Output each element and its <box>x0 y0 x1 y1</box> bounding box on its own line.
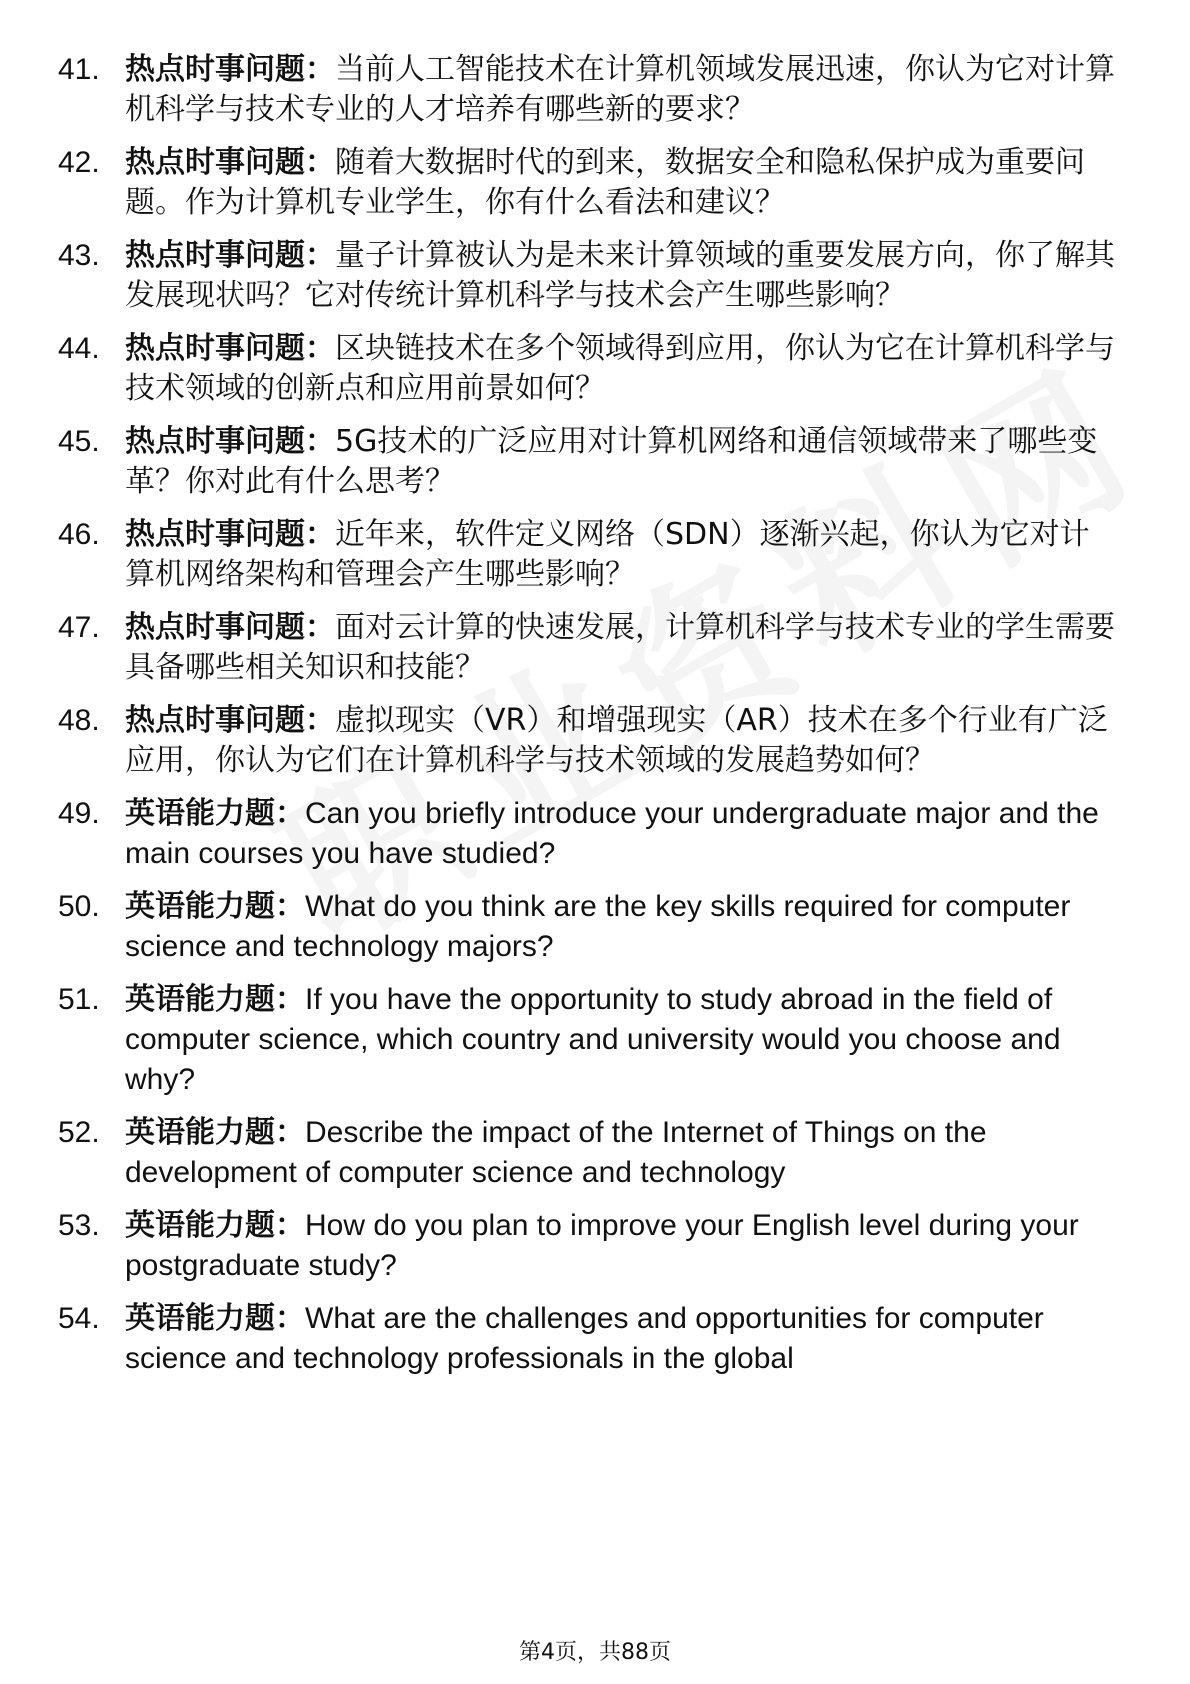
question-text: 虚拟现实（VR）和增强现实（AR）技术在多个行业有广泛应用，你认为它们在计算机科学与技术领域的发展趋势如何？ <box>125 703 1108 778</box>
question-text: 区块链技术在多个领域得到应用，你认为它在计算机科学与技术领域的创新点和应用前景如何？ <box>125 331 1115 406</box>
question-body <box>125 980 1118 1100</box>
question-category: 英语能力题： <box>125 1115 305 1150</box>
question-category: 热点时事问题： <box>125 331 335 366</box>
question-body <box>125 1113 1118 1193</box>
question-list <box>58 50 1118 1392</box>
question-number: 44. <box>58 332 100 365</box>
question-number: 50. <box>58 890 100 923</box>
question-item <box>58 794 1118 874</box>
question-text: 随着大数据时代的到来，数据安全和隐私保护成为重要问题。作为计算机专业学生，你有什么看法和建议？ <box>125 145 1085 220</box>
question-item <box>58 236 1118 316</box>
question-item <box>58 1113 1118 1193</box>
question-body <box>125 236 1118 316</box>
question-category: 英语能力题： <box>125 982 305 1017</box>
question-body <box>125 1206 1118 1286</box>
question-text: 近年来，软件定义网络（SDN）逐渐兴起，你认为它对计算机网络架构和管理会产生哪些影响？ <box>125 517 1090 592</box>
question-number: 42. <box>58 146 100 179</box>
question-body <box>125 515 1118 595</box>
question-number: 53. <box>58 1209 100 1242</box>
question-item <box>58 515 1118 595</box>
question-category: 热点时事问题： <box>125 424 335 459</box>
question-category: 热点时事问题： <box>125 52 335 87</box>
question-category: 英语能力题： <box>125 796 305 831</box>
question-category: 热点时事问题： <box>125 703 335 738</box>
question-category: 英语能力题： <box>125 1208 305 1243</box>
question-item <box>58 422 1118 502</box>
question-text: What are the challenges and opportunities for computer science and technology professionals in the global <box>125 1302 1044 1375</box>
question-number: 52. <box>58 1116 100 1149</box>
question-body <box>125 794 1118 874</box>
question-category: 热点时事问题： <box>125 517 335 552</box>
question-body <box>125 422 1118 502</box>
question-category: 热点时事问题： <box>125 238 335 273</box>
question-item <box>58 608 1118 688</box>
question-category: 英语能力题： <box>125 1301 305 1336</box>
question-text: 当前人工智能技术在计算机领域发展迅速，你认为它对计算机科学与技术专业的人才培养有哪些新的要求？ <box>125 52 1115 127</box>
question-item <box>58 887 1118 967</box>
question-body <box>125 887 1118 967</box>
page-footer: 第4页，共88页 <box>519 1640 671 1665</box>
question-item <box>58 1299 1118 1379</box>
question-body <box>125 701 1118 781</box>
question-number: 43. <box>58 239 100 272</box>
question-category: 热点时事问题： <box>125 610 335 645</box>
question-body <box>125 329 1118 409</box>
question-text: 5G技术的广泛应用对计算机网络和通信领域带来了哪些变革？你对此有什么思考？ <box>125 424 1098 499</box>
question-item <box>58 1206 1118 1286</box>
question-body <box>125 608 1118 688</box>
question-number: 49. <box>58 797 100 830</box>
question-item <box>58 50 1118 130</box>
question-item <box>58 980 1118 1100</box>
question-item <box>58 329 1118 409</box>
question-number: 41. <box>58 53 100 86</box>
question-number: 45. <box>58 425 100 458</box>
question-text: Describe the impact of the Internet of Things on the development of computer science and technology <box>125 1116 987 1189</box>
question-item <box>58 701 1118 781</box>
question-text: If you have the opportunity to study abroad in the field of computer science, which country and university would you choose and why? <box>125 983 1061 1096</box>
question-number: 46. <box>58 518 100 551</box>
question-text: What do you think are the key skills required for computer science and technology majors? <box>125 890 1071 963</box>
question-body <box>125 143 1118 223</box>
question-number: 54. <box>58 1302 100 1335</box>
question-text: Can you briefly introduce your undergraduate major and the main courses you have studied? <box>125 797 1099 870</box>
question-number: 48. <box>58 704 100 737</box>
question-body <box>125 1299 1118 1379</box>
question-category: 热点时事问题： <box>125 145 335 180</box>
question-item <box>58 143 1118 223</box>
question-text: How do you plan to improve your English level during your postgraduate study? <box>125 1209 1079 1282</box>
question-category: 英语能力题： <box>125 889 305 924</box>
question-number: 51. <box>58 983 100 1016</box>
question-body <box>125 50 1118 130</box>
question-text: 量子计算被认为是未来计算领域的重要发展方向，你了解其发展现状吗？它对传统计算机科学与技术会产生哪些影响？ <box>125 238 1115 313</box>
question-number: 47. <box>58 611 100 644</box>
question-text: 面对云计算的快速发展，计算机科学与技术专业的学生需要具备哪些相关知识和技能？ <box>125 610 1115 685</box>
